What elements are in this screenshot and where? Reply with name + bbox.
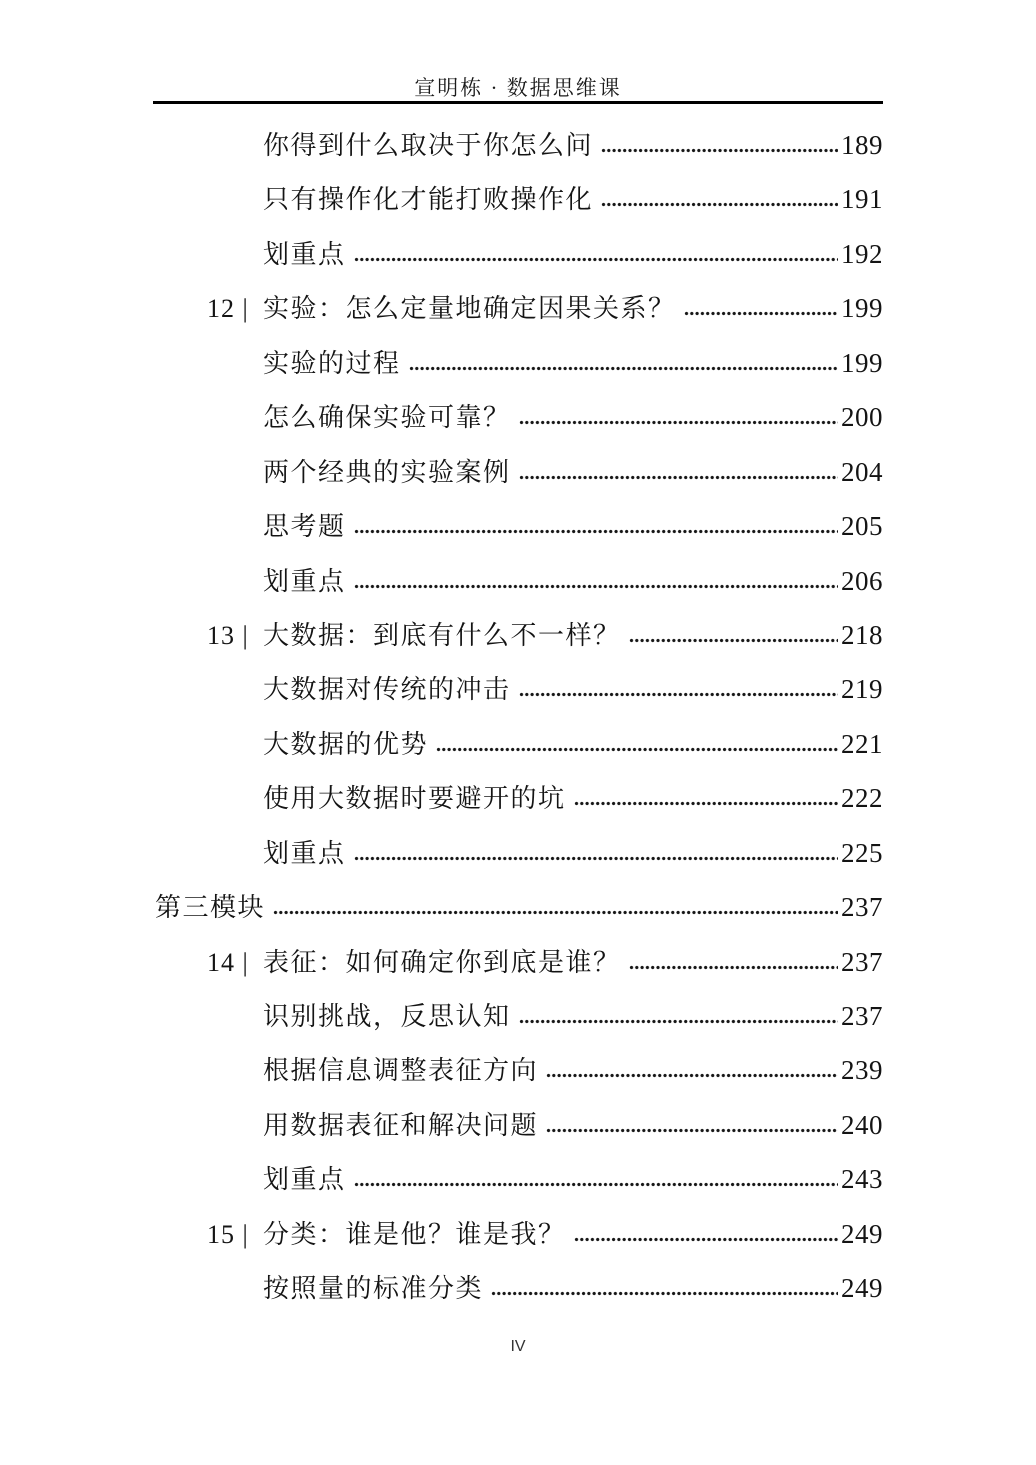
dot-leader <box>436 746 838 753</box>
toc-entry <box>153 179 883 233</box>
dot-leader <box>629 964 838 971</box>
toc-entry-page: 200 <box>841 402 883 433</box>
toc-entry <box>153 615 883 669</box>
toc-list <box>153 125 883 1323</box>
dot-leader <box>354 1181 838 1188</box>
dot-leader <box>601 147 838 154</box>
dot-leader <box>354 583 838 590</box>
dot-leader <box>574 1236 838 1243</box>
toc-entry-title: 两个经典的实验案例 <box>263 457 511 487</box>
toc-entry-page: 192 <box>841 238 883 269</box>
dot-leader <box>546 1072 838 1079</box>
dot-leader <box>519 691 838 698</box>
toc-entry-title: 根据信息调整表征方向 <box>263 1056 539 1086</box>
toc-entry-title: 思考题 <box>263 512 346 542</box>
toc-entry-page: 249 <box>841 1218 883 1249</box>
toc-entry-page: 204 <box>841 456 883 487</box>
toc-entry <box>153 942 883 996</box>
toc-entry-title: 大数据：到底有什么不一样？ <box>263 620 621 650</box>
toc-entry-page: 219 <box>841 674 883 705</box>
toc-entry <box>153 452 883 506</box>
toc-entry-page: 225 <box>841 837 883 868</box>
toc-entry <box>153 234 883 288</box>
dot-leader <box>574 800 838 807</box>
toc-entry <box>153 778 883 832</box>
dot-leader <box>273 909 838 916</box>
toc-entry-title: 用数据表征和解决问题 <box>263 1110 539 1140</box>
running-header-title: 宣明栋 · 数据思维课 <box>414 76 622 100</box>
toc-entry <box>153 724 883 778</box>
dot-leader <box>601 201 838 208</box>
dot-leader <box>519 474 838 481</box>
toc-entry <box>153 887 883 941</box>
toc-entry-page: 222 <box>841 783 883 814</box>
toc-entry <box>153 397 883 451</box>
toc-entry-page: 221 <box>841 728 883 759</box>
dot-leader <box>684 310 838 317</box>
toc-entry-number: 12 | <box>207 294 249 324</box>
toc-entry-page: 237 <box>841 892 883 923</box>
toc-entry-page: 205 <box>841 511 883 542</box>
toc-entry-page: 199 <box>841 293 883 324</box>
toc-entry-title: 大数据的优势 <box>263 729 429 759</box>
toc-entry <box>153 996 883 1050</box>
toc-entry-title: 实验：怎么定量地确定因果关系？ <box>263 294 676 324</box>
toc-entry-title: 怎么确保实验可靠？ <box>263 403 511 433</box>
dot-leader <box>629 637 838 644</box>
toc-entry <box>153 506 883 560</box>
toc-entry-title: 划重点 <box>263 1165 346 1195</box>
toc-entry-title: 大数据对传统的冲击 <box>263 675 511 705</box>
toc-entry-number: 14 | <box>207 947 249 977</box>
page-number: IV <box>510 1338 526 1355</box>
toc-entry-title: 表征：如何确定你到底是谁？ <box>263 947 621 977</box>
dot-leader <box>519 419 838 426</box>
toc-entry <box>153 1159 883 1213</box>
toc-entry-page: 249 <box>841 1273 883 1304</box>
toc-entry-title: 只有操作化才能打败操作化 <box>263 185 594 215</box>
dot-leader <box>354 855 838 862</box>
toc-entry <box>153 833 883 887</box>
toc-entry <box>153 1214 883 1268</box>
toc-entry <box>153 288 883 342</box>
toc-entry-page: 189 <box>841 130 883 160</box>
toc-entry-page: 218 <box>841 619 883 650</box>
toc-entry-title: 使用大数据时要避开的坑 <box>263 784 566 814</box>
toc-entry-number: 15 | <box>207 1219 249 1249</box>
toc-entry-title: 划重点 <box>263 239 346 269</box>
toc-entry-title: 识别挑战，反思认知 <box>263 1002 511 1031</box>
toc-entry-page: 237 <box>841 1001 883 1031</box>
toc-entry <box>153 561 883 615</box>
toc-entry-title: 划重点 <box>263 838 346 868</box>
dot-leader <box>354 528 838 535</box>
toc-entry-page: 199 <box>841 347 883 378</box>
toc-entry-page: 206 <box>841 565 883 596</box>
header-rule <box>153 101 883 104</box>
dot-leader <box>354 256 838 263</box>
toc-entry <box>153 1105 883 1159</box>
toc-entry-title: 你得到什么取决于你怎么问 <box>263 131 594 160</box>
toc-entry-title: 第三模块 <box>155 893 266 923</box>
toc-entry-title: 实验的过程 <box>263 348 401 378</box>
toc-entry-title: 划重点 <box>263 566 346 596</box>
toc-entry-page: 243 <box>841 1164 883 1195</box>
dot-leader <box>546 1127 838 1134</box>
toc-entry-page: 240 <box>841 1109 883 1140</box>
toc-entry-page: 237 <box>841 946 883 977</box>
toc-entry-title: 分类：谁是他？谁是我？ <box>263 1219 566 1249</box>
toc-entry <box>153 125 883 179</box>
toc-entry <box>153 1050 883 1104</box>
dot-leader <box>491 1290 838 1297</box>
toc-entry-title: 按照量的标准分类 <box>263 1274 484 1304</box>
toc-entry-number: 13 | <box>207 620 249 650</box>
toc-entry-page: 191 <box>841 184 883 215</box>
toc-entry <box>153 669 883 723</box>
dot-leader <box>409 365 838 372</box>
toc-entry <box>153 343 883 397</box>
toc-entry <box>153 1268 883 1322</box>
dot-leader <box>519 1018 838 1025</box>
toc-entry-page: 239 <box>841 1055 883 1086</box>
